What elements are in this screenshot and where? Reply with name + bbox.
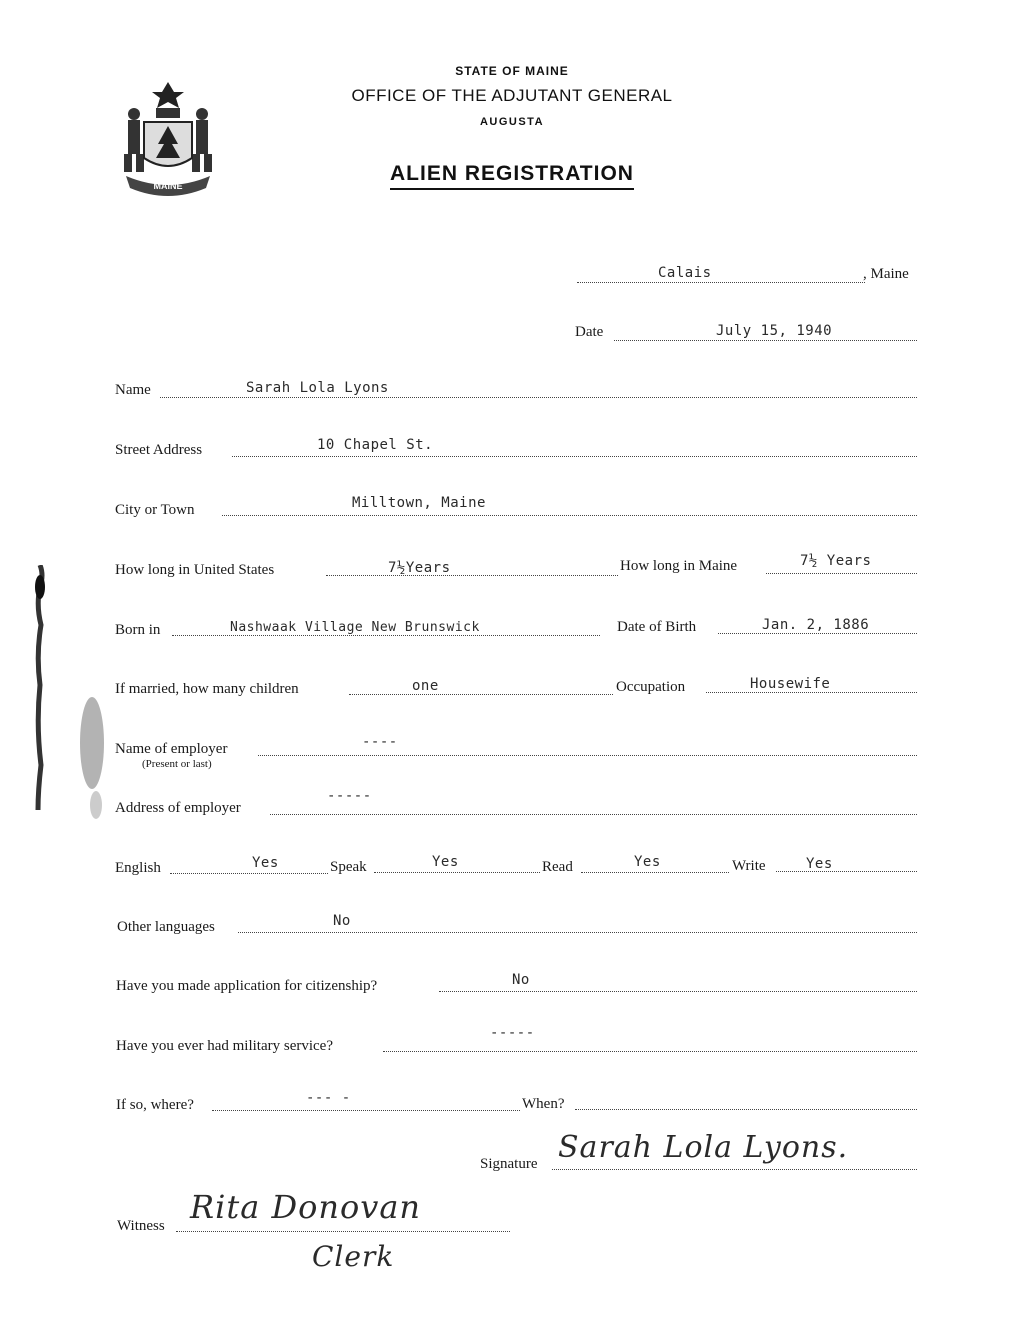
occupation-line [706, 692, 917, 693]
maine-time-line [766, 573, 917, 574]
employer-address-value[interactable]: ----- [327, 788, 372, 804]
employer-sublabel: (Present or last) [142, 758, 212, 770]
where-label: If so, where? [116, 1097, 194, 1113]
street-label: Street Address [115, 442, 203, 458]
name-value[interactable]: Sarah Lola Lyons [246, 380, 389, 396]
english-value[interactable]: Yes [252, 855, 279, 871]
city-line [222, 515, 917, 516]
english-label: English [115, 860, 161, 876]
maine-time-value[interactable]: 7½ Years [800, 553, 872, 569]
signature-line [552, 1169, 917, 1170]
state-heading: STATE OF MAINE [455, 64, 569, 78]
employer-value[interactable]: ---- [362, 734, 398, 750]
employer-address-line [270, 814, 917, 815]
write-line [776, 871, 917, 872]
date-value[interactable]: July 15, 1940 [716, 323, 833, 339]
location-line [577, 282, 865, 283]
born-label: Born in [115, 622, 161, 638]
write-label: Write [732, 858, 766, 874]
read-label: Read [542, 859, 573, 875]
english-line [170, 873, 328, 874]
us-time-line [326, 575, 618, 576]
employer-line [258, 755, 917, 756]
city-label: City or Town [115, 502, 195, 518]
military-label: Have you ever had military service? [116, 1038, 333, 1054]
location-value[interactable]: Calais [658, 265, 712, 281]
military-line [383, 1051, 917, 1052]
form-title [0, 162, 1024, 186]
employer-label: Name of employer [115, 741, 228, 757]
citizenship-label: Have you made application for citizenship? [116, 978, 378, 994]
where-line [212, 1110, 520, 1111]
children-label: If married, how many children [115, 681, 299, 697]
office-heading: OFFICE OF THE ADJUTANT GENERAL [351, 86, 673, 105]
children-value[interactable]: one [412, 678, 439, 694]
signature-label: Signature [480, 1156, 538, 1172]
name-line [160, 397, 917, 398]
us-time-label: How long in United States [115, 562, 275, 578]
employer-address-label: Address of employer [115, 800, 241, 816]
other-languages-value[interactable]: No [333, 913, 351, 929]
date-label: Date [575, 324, 604, 340]
witness-line [176, 1231, 510, 1232]
speak-value[interactable]: Yes [432, 854, 459, 870]
born-value[interactable]: Nashwaak Village New Brunswick [230, 620, 480, 635]
other-languages-label: Other languages [117, 919, 215, 935]
name-label: Name [115, 382, 151, 398]
born-line [172, 635, 600, 636]
street-line [232, 456, 917, 457]
dob-line [718, 633, 917, 634]
where-value[interactable]: --- - [306, 1090, 351, 1106]
speak-label: Speak [330, 859, 367, 875]
date-line [614, 340, 917, 341]
us-time-value[interactable]: 7½Years [388, 560, 451, 576]
citizenship-value[interactable]: No [512, 972, 530, 988]
city-heading: AUGUSTA [479, 116, 545, 128]
read-line [581, 872, 729, 873]
location-suffix: , Maine [863, 266, 909, 282]
occupation-value[interactable]: Housewife [750, 676, 831, 692]
city-value[interactable]: Milltown, Maine [352, 495, 486, 511]
witness-value[interactable]: Rita Donovan [190, 1188, 421, 1226]
seal-text: MAINE [153, 181, 183, 191]
signature-value[interactable]: Sarah Lola Lyons. [558, 1130, 849, 1165]
margin-stain [26, 565, 116, 825]
witness-label: Witness [117, 1218, 165, 1234]
read-value[interactable]: Yes [634, 854, 661, 870]
children-line [349, 694, 613, 695]
citizenship-line [439, 991, 917, 992]
speak-line [374, 872, 540, 873]
dob-label: Date of Birth [617, 619, 697, 635]
write-value[interactable]: Yes [806, 856, 833, 872]
witness-title: Clerk [312, 1240, 395, 1273]
other-languages-line [238, 932, 917, 933]
form-title-text: ALIEN REGISTRATION [390, 162, 634, 190]
street-value[interactable]: 10 Chapel St. [317, 437, 434, 453]
military-value[interactable]: ----- [490, 1025, 535, 1041]
maine-time-label: How long in Maine [620, 558, 738, 574]
occupation-label: Occupation [616, 679, 686, 695]
dob-value[interactable]: Jan. 2, 1886 [762, 617, 870, 633]
when-line [575, 1109, 917, 1110]
when-label: When? [522, 1096, 565, 1112]
